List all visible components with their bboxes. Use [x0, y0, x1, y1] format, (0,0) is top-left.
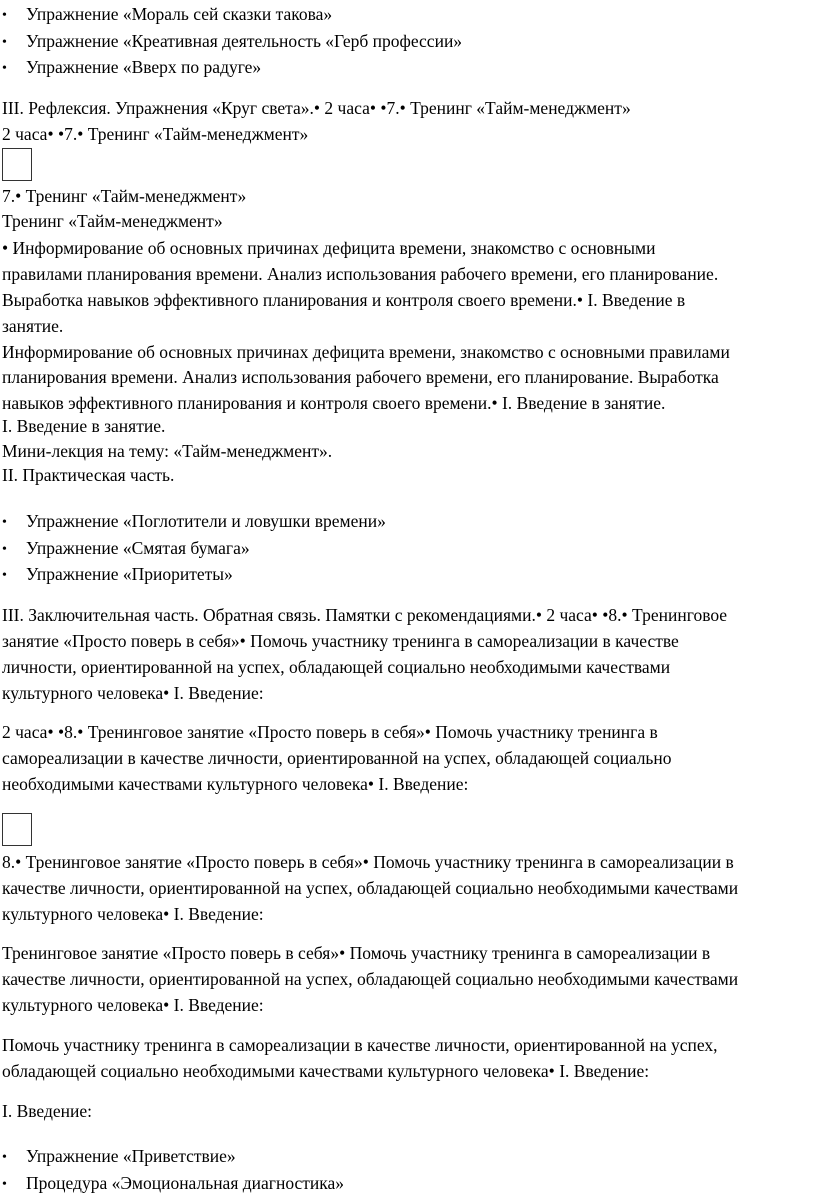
text-line: III. Заключительная часть. Обратная связь. Памятки с рекомендациями.• 2 часа• •8.• Тренинговое [2, 605, 728, 625]
bullet-icon: • [2, 515, 7, 530]
text-line: • Информирование об основных причинах дефицита времени, знакомство с основными [2, 238, 656, 258]
text-line: качестве личности, ориентированной на успех, обладающей социально необходимыми качествами [2, 969, 739, 989]
bullet-icon: • [2, 1150, 7, 1165]
text-line: I. Введение в занятие. [2, 416, 166, 436]
text-line: навыков эффективного планирования и контроля своего времени.• I. Введение в занятие. [2, 393, 666, 413]
text-line: 2 часа• •8.• Тренинговое занятие «Просто поверь в себя»• Помочь участнику тренинга в [2, 722, 658, 742]
text-line: 7.• Тренинг «Тайм-менеджмент» [2, 186, 247, 206]
text-line: Тренинговое занятие «Просто поверь в себя»• Помочь участнику тренинга в самореализации в [2, 943, 711, 963]
image-placeholder [2, 813, 32, 846]
text-line: занятие «Просто поверь в себя»• Помочь участнику тренинга в самореализации в качестве [2, 631, 679, 651]
list-item: • Упражнение «Приветствие» [2, 1144, 236, 1170]
list-item: • Упражнение «Мораль сей сказки такова» [2, 2, 332, 28]
image-placeholder [2, 148, 32, 181]
text-line: II. Практическая часть. [2, 465, 175, 485]
text-line: Помочь участнику тренинга в самореализации в качестве личности, ориентированной на успех, [2, 1035, 718, 1055]
text-line: 2 часа• •7.• Тренинг «Тайм-менеджмент» [2, 124, 309, 144]
list-item: • Процедура «Эмоциональная диагностика» [2, 1171, 344, 1197]
text-line: культурного человека• I. Введение: [2, 683, 264, 703]
text-line: планирования времени. Анализ использования рабочего времени, его планирование. Выработка [2, 367, 719, 387]
bullet-icon: • [2, 568, 7, 583]
list-item: • Упражнение «Поглотители и ловушки времени» [2, 509, 386, 535]
text-line: необходимыми качествами культурного человека• I. Введение: [2, 774, 469, 794]
text-line: I. Введение: [2, 1101, 92, 1121]
text-line: обладающей социально необходимыми качествами культурного человека• I. Введение: [2, 1061, 650, 1081]
bullet-icon: • [2, 35, 7, 50]
text-line: личности, ориентированной на успех, обладающей социально необходимыми качествами [2, 657, 671, 677]
list-item: • Упражнение «Креативная деятельность «Герб профессии» [2, 29, 462, 55]
bullet-icon: • [2, 8, 7, 23]
bullet-icon: • [2, 542, 7, 557]
text-line: самореализации в качестве личности, ориентированной на успех, обладающей социально [2, 748, 672, 768]
text-line: качестве личности, ориентированной на успех, обладающей социально необходимыми качествами [2, 878, 739, 898]
bullet-icon: • [2, 1177, 7, 1192]
list-item: • Упражнение «Вверх по радуге» [2, 55, 261, 81]
text-line: занятие. [2, 316, 64, 336]
list-item: • Упражнение «Смятая бумага» [2, 536, 250, 562]
bullet-icon: • [2, 61, 7, 76]
text-line: Информирование об основных причинах дефицита времени, знакомство с основными правилами [2, 342, 730, 362]
text-line: Мини-лекция на тему: «Тайм-менеджмент». [2, 441, 333, 461]
text-line: правилами планирования времени. Анализ использования рабочего времени, его планирование. [2, 264, 719, 284]
text-line: Выработка навыков эффективного планирования и контроля своего времени.• I. Введение в [2, 290, 686, 310]
text-line: культурного человека• I. Введение: [2, 904, 264, 924]
text-line: Тренинг «Тайм-менеджмент» [2, 211, 223, 231]
list-item: • Упражнение «Приоритеты» [2, 562, 233, 588]
text-line: 8.• Тренинговое занятие «Просто поверь в себя»• Помочь участнику тренинга в самореализации в [2, 852, 734, 872]
text-line: культурного человека• I. Введение: [2, 995, 264, 1015]
text-line: III. Рефлексия. Упражнения «Круг света».• 2 часа• •7.• Тренинг «Тайм-менеджмент» [2, 98, 631, 118]
